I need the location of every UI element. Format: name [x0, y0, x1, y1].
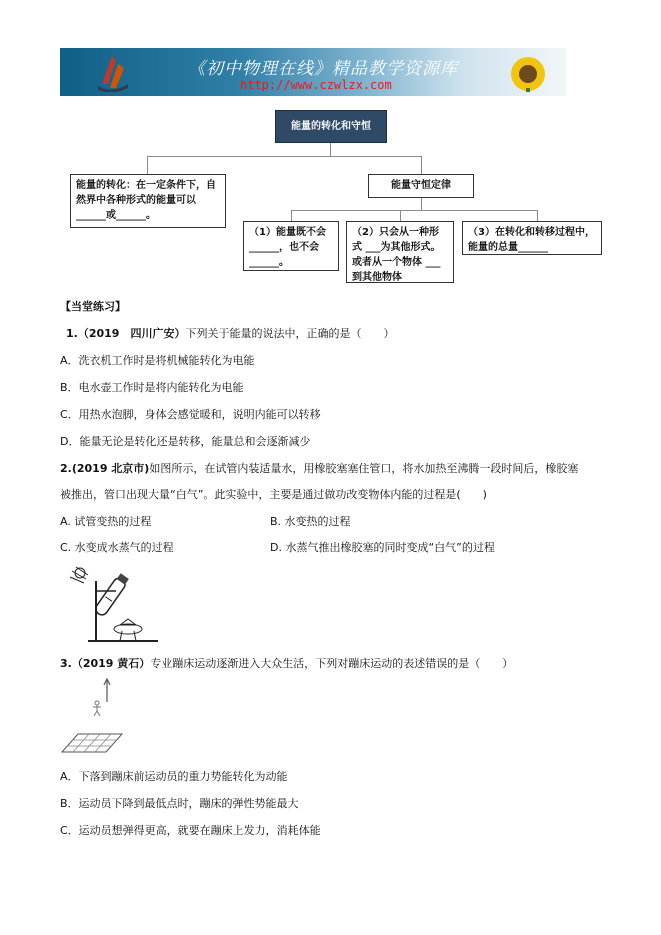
option-2b: B. 水变热的过程	[270, 515, 351, 528]
question-1-source: 1.（2019 四川广安）	[66, 327, 186, 340]
connector	[147, 156, 421, 157]
option-2c: C. 水变成水蒸气的过程	[60, 541, 174, 554]
header-banner	[60, 48, 566, 96]
mindmap-child-2: （2）只会从一种形式 ___为其他形式。或者从一个物体 ___到其他物体	[346, 221, 454, 283]
option-1b: B．电水壶工作时是将内能转化为电能	[60, 381, 244, 394]
test-tube-apparatus-figure	[62, 561, 170, 647]
question-2	[60, 462, 578, 476]
option-3a: A．下落到蹦床前运动员的重力势能转化为动能	[60, 770, 288, 783]
connector	[421, 198, 422, 210]
trampoline-figure	[60, 676, 140, 758]
section-heading: 【当堂练习】	[60, 300, 126, 313]
connector	[421, 156, 422, 174]
option-2a: A. 试管变热的过程	[60, 515, 152, 528]
connector	[291, 210, 292, 221]
logo-icon	[94, 54, 134, 92]
question-1-stem: 下列关于能量的说法中，正确的是（ ）	[185, 327, 395, 340]
question-1	[66, 327, 394, 341]
sunflower-icon	[498, 52, 560, 92]
connector	[291, 210, 537, 211]
option-3b: B．运动员下降到最低点时，蹦床的弹性势能最大	[60, 797, 299, 810]
option-1d: D．能量无论是转化还是转移，能量总和会逐渐减少	[60, 435, 311, 448]
mindmap-child-1: （1）能量既不会______，也不会______。	[243, 221, 339, 271]
option-1c: C．用热水泡脚，身体会感觉暖和，说明内能可以转移	[60, 408, 321, 421]
banner-title: 《初中物理在线》精品教学资源库	[188, 59, 458, 79]
mindmap-node-energy-conversion: 能量的转化：在一定条件下，自然界中各种形式的能量可以______或______。	[70, 174, 226, 228]
banner-url: http://www.czwlzx.com	[240, 78, 392, 92]
question-2-source: 2.(2019 北京市)	[60, 462, 150, 475]
connector	[147, 156, 148, 174]
question-3-source: 3.（2019 黄石）	[60, 657, 151, 670]
option-2d: D. 水蒸气推出橡胶塞的同时变成“白气”的过程	[270, 541, 495, 554]
option-3c: C．运动员想弹得更高，就要在蹦床上发力，消耗体能	[60, 824, 321, 837]
mindmap-node-conservation-law: 能量守恒定律	[368, 174, 474, 198]
mindmap-root: 能量的转化和守恒	[275, 110, 387, 143]
question-3	[60, 657, 513, 671]
connector	[400, 210, 401, 221]
mindmap-child-3: （3）在转化和转移过程中，能量的总量______	[462, 221, 602, 255]
question-2-stem-line1: 如图所示，在试管内装适量水，用橡胶塞塞住管口，将水加热至沸腾一段时间后，橡胶塞	[149, 462, 579, 475]
option-1a: A．洗衣机工作时是将机械能转化为电能	[60, 354, 255, 367]
question-2-stem-line2: 被推出，管口出现大量“白气”。此实验中，主要是通过做功改变物体内能的过程是( )	[60, 488, 487, 501]
question-3-stem: 专业蹦床运动逐渐进入大众生活，下列对蹦床运动的表述错误的是（ ）	[150, 657, 514, 670]
connector	[537, 210, 538, 221]
connector	[330, 143, 331, 156]
